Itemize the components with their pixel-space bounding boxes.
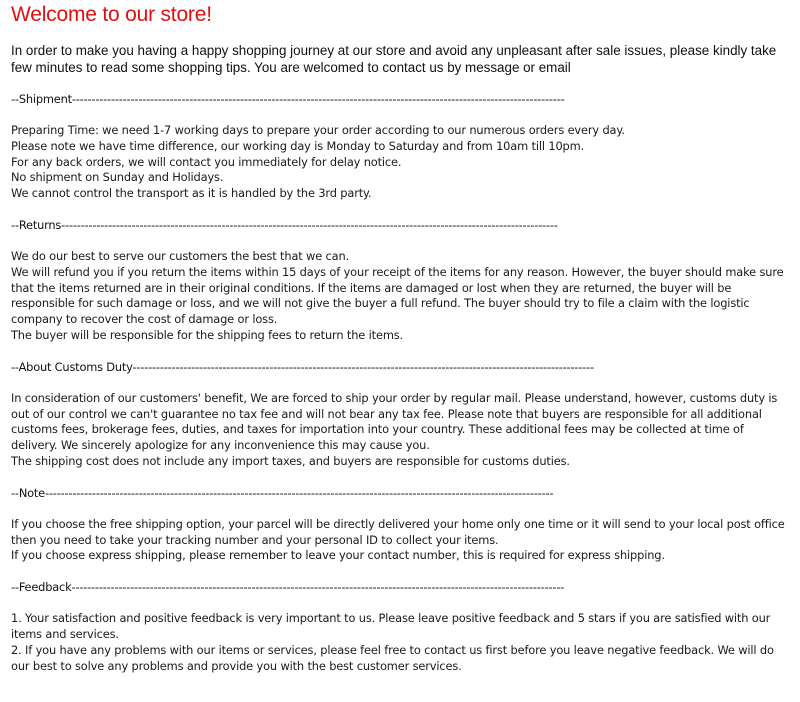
note-line: If you choose the free shipping option, your parcel will be directly delivered your home only one time or it will send to your local post office then you need to take your tracking number and your personal ID to collect your items.	[11, 516, 785, 547]
store-policy-document	[11, 0, 791, 674]
shipment-line: No shipment on Sunday and Holidays.	[11, 170, 224, 185]
note-section	[11, 517, 791, 564]
customs-heading: --About Customs Duty----------------------------------------------------------------------------------------------------------------------	[11, 359, 594, 374]
shipment-line: We cannot control the transport as it is handled by the 3rd party.	[11, 186, 372, 201]
feedback-section	[11, 611, 791, 674]
note-heading: --Note----------------------------------------------------------------------------------------------------------------------------------	[11, 485, 554, 500]
feedback-heading: --Feedback------------------------------------------------------------------------------------------------------------------------------	[11, 580, 565, 595]
returns-line: The buyer will be responsible for the shipping fees to return the items.	[11, 327, 404, 342]
shipment-line: Preparing Time: we need 1-7 working days to prepare your order according to our numerous orders every day.	[11, 123, 625, 137]
returns-section	[11, 249, 791, 344]
page-title: Welcome to our store!	[11, 3, 212, 26]
returns-line: We will refund you if you return the items within 15 days of your receipt of the items for any reason. However, the buyer should make sure that the items returned are in their original conditions. If the items are damaged or lost when they are returned, the buyer will be responsible for such damage or loss, and we will not give the buyer a full refund. The buyer should try to file a claim with the logistic company to recover the cost of damage or loss.	[11, 264, 784, 327]
shipment-section	[11, 123, 791, 202]
shipment-heading: --Shipment------------------------------------------------------------------------------------------------------------------------------	[11, 92, 565, 106]
note-line: If you choose express shipping, please remember to leave your contact number, this is required for express shipping.	[11, 548, 665, 563]
shipment-line: Please note we have time difference, our working day is Monday to Saturday and from 10am till 10pm.	[11, 138, 585, 153]
feedback-line: 1. Your satisfaction and positive feedback is very important to us. Please leave positive feedback and 5 stars if you are satisfied with our items and services.	[11, 611, 771, 641]
returns-heading: --Returns-------------------------------------------------------------------------------------------------------------------------------	[11, 217, 558, 232]
customs-line: The shipping cost does not include any import taxes, and buyers are responsible for customs duties.	[11, 453, 570, 468]
feedback-line: 2. If you have any problems with our items or services, please feel free to contact us first before you leave negative feedback. We will do our best to solve any problems and provide you with the best customer services.	[11, 642, 774, 673]
shipment-line: For any back orders, we will contact you immediately for delay notice.	[11, 154, 402, 169]
intro-text: In order to make you having a happy shopping journey at our store and avoid any unpleasant after sale issues, please kindly take few minutes to read some shopping tips. You are welcomed to contact us by message or email	[11, 43, 777, 75]
customs-section	[11, 391, 791, 470]
customs-line: In consideration of our customers' benefit, We are forced to ship your order by regular mail. Please understand, however, customs duty is out of our control we can't guarantee no tax fee and will not bear any tax fee. Please note that buyers are responsible for all additional customs fees, brokerage fees, duties, and taxes for importation into your country. These additional fees may be collected at time of delivery. We sincerely apologize for any inconvenience this may cause you.	[11, 390, 778, 453]
returns-line: We do our best to serve our customers the best that we can.	[11, 248, 350, 263]
